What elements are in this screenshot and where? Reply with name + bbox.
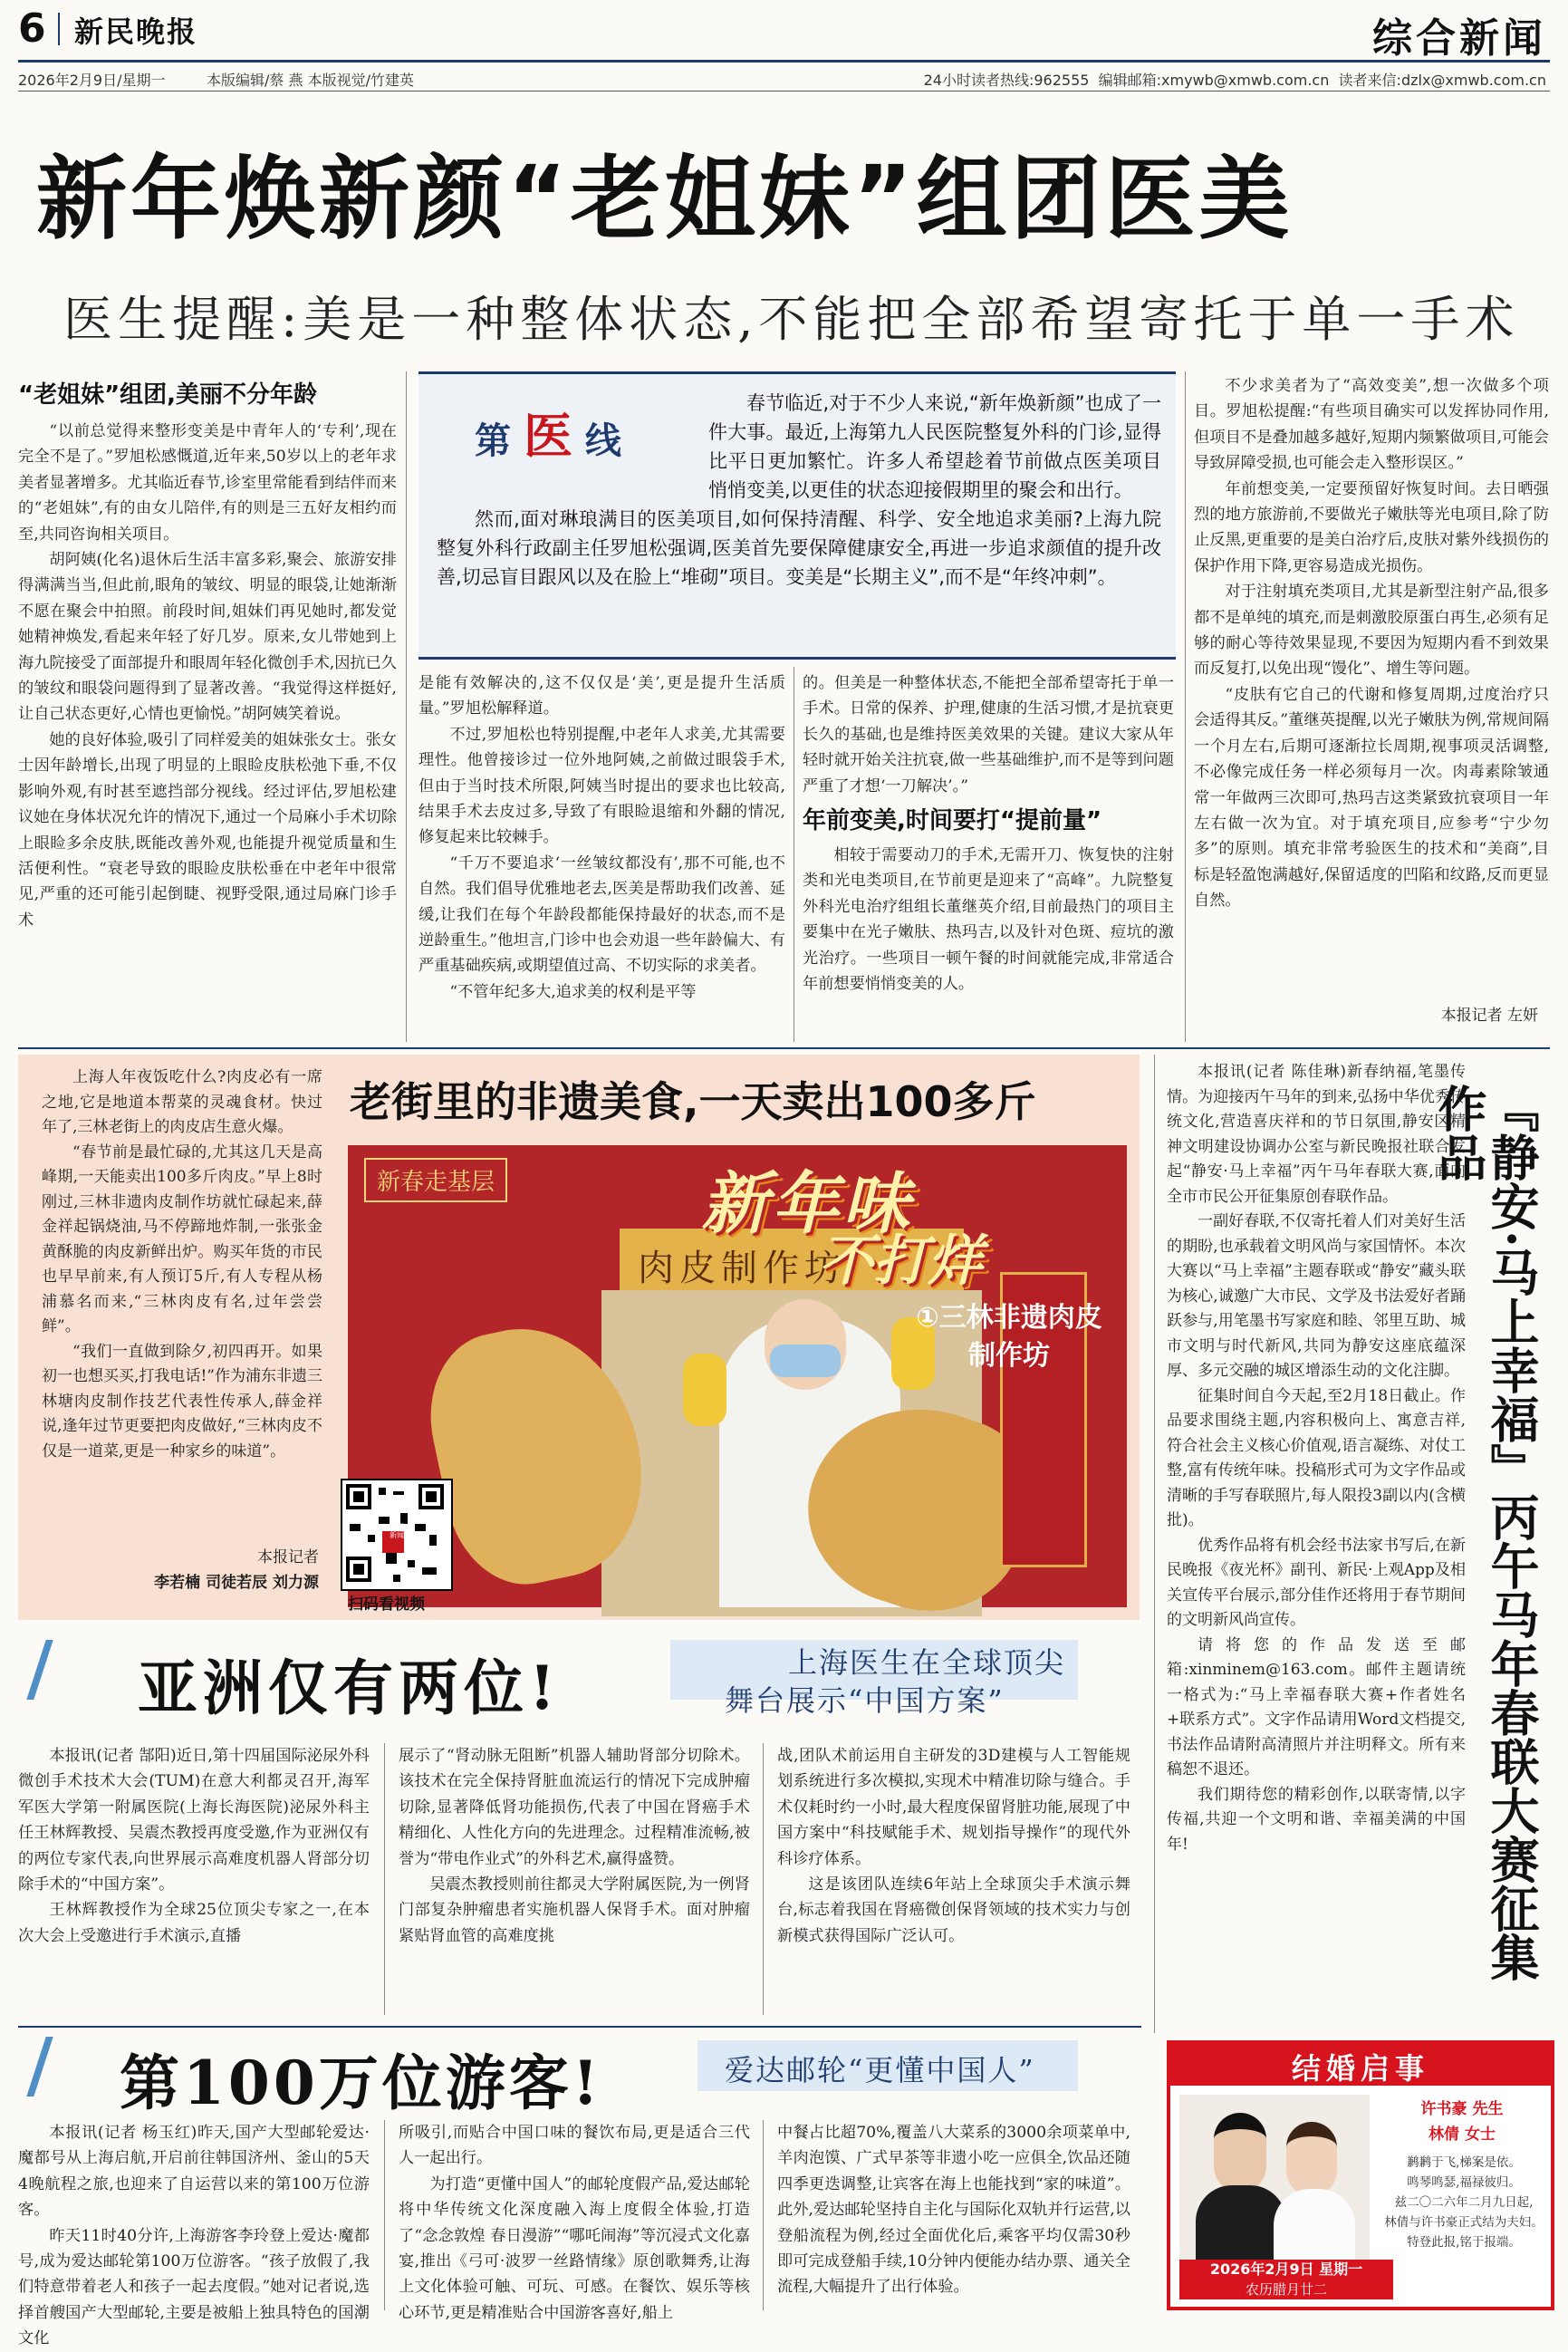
editors: 本版编辑/蔡 燕 本版视觉/竹建英 <box>207 72 414 89</box>
page-number: 6 <box>18 5 46 52</box>
groom-head <box>1214 2113 1266 2193</box>
caption-text: 三林非遗肉皮制作坊 <box>938 1302 1102 1372</box>
food-headline: 老街里的非遗美食,一天卖出100多斤 <box>350 1077 1036 1126</box>
groom-name: 许书豪 <box>1420 2100 1467 2118</box>
lead-column-2: 是能有效解决的,这不仅仅是‘美’,更是提升生活质量。”罗旭松解释道。 不过,罗旭松也特别提醒,中老年人求美,尤其需要理性。他曾接诊过一位外地阿姨,之前做过眼袋手术,但由于当时技术所限,阿姨当时提出的要求也比较高,结果手术去皮过多,导致了有眼睑退缩和外翻的情况,修复起来比较棘手。 “千万不要追求‘一丝皱纹都没有’,那不可能,也不自然。我们倡导优雅地老去,医美是帮助我们改善、延缓,让我们在每个年龄段都能保持最好的状态,而不是逆龄重生。”他坦言,门诊中也会劝退一些年龄偏大、有严重基础疾病,或期望值过高、不切实际的求美者。 “不管年纪多大,追求美的权利是平等 <box>418 674 785 1001</box>
lead-column-3b: 相较于需要动刀的手术,无需开刀、恢复快的注射类和光电类项目,在节前更是迎来了“高峰”。九院整复外科光电治疗组组长董继英介绍,目前最热门的项目主要集中在光子嫩肤、热玛吉,以及针对色斑、痘坑的激光治疗。一些项目一顿午餐的时间就能完成,非常适合年前想要悄悄变美的人。 <box>803 846 1174 994</box>
lead-subtitle-1: “老姐妹”组团,美丽不分年龄 <box>18 381 318 409</box>
masthead-rule <box>18 60 1550 63</box>
lead-subtitle-2: 年前变美,时间要打“提前量” <box>803 807 1102 834</box>
mask <box>770 1345 841 1377</box>
banner-title-2: 不打烊 <box>819 1229 982 1293</box>
reader-email[interactable]: 读者来信:dzlx@xmwb.com.cn <box>1338 72 1546 89</box>
intro-box <box>418 371 1176 660</box>
lead-column-1: “以前总觉得来整形变美是中青年人的‘专利’,现在完全不是了。”罗旭松感慨道,近年来,50岁以上的老年求美者显著增多。尤其临近春节,诊室里常能看到结伴而来的“老姐妹”,有的由女儿陪伴,有的则是三五好友相约而至,共同咨询相关项目。 胡阿姨(化名)退休后生活丰富多彩,聚会、旅游安排得满满当当,但此前,眼角的皱纹、明显的眼袋,让她渐渐不愿在聚会中拍照。前段时间,姐妹们再见她时,都发觉她精神焕发,看起来年轻了好几岁。原来,女儿带她到上海九院接受了面部提升和眼周年轻化微创手术,因抗已久的皱纹和眼袋问题得到了显著改善。“我觉得这样挺好,让自己状态更好,心情也更愉悦。”胡阿姨笑着说。 她的良好体验,吸引了同样爱美的姐妹张女士。张女士因年龄增长,出现了明显的上眼睑皮肤松弛下垂,不仅影响外观,有时甚至遮挡部分视线。经过评估,罗旭松建议她在身体状况允许的情况下,通过一个局麻小手术切除上眼睑多余皮肤,既能改善外观,也能提升视觉质量和生活便利性。“衰老导致的眼睑皮肤松垂在中老年中很常见,严重的还可能引起倒睫、视野受限,通过局麻门诊手术 <box>18 422 397 930</box>
logo-line: 线 <box>584 420 621 462</box>
asia-subhead-2: 舞台展示“中国方案” <box>725 1683 1005 1718</box>
lead-byline: 本报记者 左妍 <box>1440 1007 1538 1025</box>
couplet-column: 本报讯(记者 陈佳琳)新春纳福,笔墨传情。为迎接丙午马年的到来,弘扬中华优秀传统文化,营造喜庆祥和的节日氛围,静安区精神文明建设协调办公室与新民晚报社联合发起“静安·马上幸福”丙午马年春联大赛,面向全市市民公开征集原创春联作品。 一副好春联,不仅寄托着人们对美好生活的期盼,也承载着文明风尚与家国情怀。本次大赛以“马上幸福”主题春联或“静安”藏头联为核心,诚邀广大市民、文学及书法爱好者踊跃参与,用笔墨书写家庭和睦、邻里互助、城市文明与时代新风,共同为静安这座底蕴深厚、多元交融的城区增添生动的文化注脚。 征集时间自今天起,至2月18日截止。作品要求围绕主题,内容积极向上、寓意吉祥,符合社会主义核心价值观,语言凝练、对仗工整,富有传统年味。投稿形式可为文字作品或清晰的手写春联照片,每人限投3副以内(含横批)。 优秀作品将有机会经书法家书写后,在新民晚报《夜光杯》副刊、新民·上观App及相关宣传平台展示,部分佳作还将用于春节期间的文明新风尚宣传。 请将您的作品发送至邮箱:xinminem@163.com。邮件主题请统一格式为:“马上幸福春联大赛+作者姓名+联系方式”。文字作品请用Word文档提交,书法作品请附高清照片并注明释文。所有来稿恕不退还。 我们期待您的精彩创作,以联寄情,以字传福,共迎一个文明和谐、幸福美满的中国年! <box>1167 1063 1466 1854</box>
masthead-thin-rule <box>18 91 1550 92</box>
qr-label: 扫码看视频 <box>348 1595 425 1614</box>
paper-name: 新民晚报 <box>74 14 198 49</box>
cruise-column-1: 本报讯(记者 杨玉红)昨天,国产大型邮轮爱达·魔都号从上海启航,开启前往韩国济州、釜山的5天4晚航程之旅,也迎来了自运营以来的第100万位游客。 昨天11时40分许,上海游客李玲登上爱达·魔都号,成为爱达邮轮第100万位游客。“孩子放假了,我们特意带着老人和孩子一起去度假。”她对记者说,选择首艘国产大型邮轮,主要是被船上独具特色的国潮文化 <box>18 2124 370 2348</box>
col-divider <box>406 371 407 1042</box>
couple-names <box>1380 2097 1544 2147</box>
banner-caption <box>909 1299 1109 1375</box>
col-divider <box>763 2120 764 2310</box>
asia-column-2: 展示了“肾动脉无阻断”机器人辅助肾部分切除术。该技术在完全保持肾脏血流运行的情况下完成肿瘤切除,显著降低肾功能损伤,代表了中国在肾癌手术精细化、人性化方向的先进理念。过程精准流畅,被誉为“带电作业式”的外科艺术,赢得盛赞。 吴震杰教授则前往都灵大学附属医院,为一例肾门部复杂肿瘤患者实施机器人保肾手术。面对肿瘤紧贴肾血管的高难度挑 <box>399 1747 750 1945</box>
cruise-column-2: 所吸引,而贴合中国口味的餐饮布局,更是适合三代人一起出行。 为打造“更懂中国人”的邮轮度假产品,爱达邮轮将中华传统文化深度融入海上度假全体验,打造了“念念敦煌 春日漫游”“哪吒闹海”等沉浸式文化嘉宴,推出《弓可·波罗一丝路情缘》原创歌舞秀,让海上文化体验可触、可玩、可感。在餐饮、娱乐等核心环节,更是精准贴合中国游客喜好,船上 <box>399 2124 750 2322</box>
section-title: 综合新闻 <box>1372 15 1546 62</box>
bride-title: 女士 <box>1464 2125 1496 2144</box>
asia-column-3: 战,团队术前运用自主研发的3D建模与人工智能规划系统进行多次模拟,实现术中精准切除与缝合。手术仅耗时约一小时,最大程度保留肾脏功能,展现了中国方案中“科技赋能手术、规划指导操作”的现代外科诊疗体系。 这是该团队连续6年站上全球顶尖手术演示舞台,标志着我国在肾癌微创保肾领域的技术实力与创新模式获得国际广泛认可。 <box>777 1747 1130 1945</box>
hotline-text: 24小时读者热线:962555 <box>923 72 1090 89</box>
section-rule <box>18 2026 1141 2028</box>
masthead-divider <box>58 13 60 45</box>
qr-badge: 上海 新闻 <box>390 1522 404 1539</box>
asia-subhead-1: 上海医生在全球顶尖 <box>788 1645 1066 1680</box>
couplet-headline: 『静安·马上幸福』丙午马年春联大赛征集作品 <box>1430 1084 1541 1981</box>
cruise-subhead: 爱达邮轮“更懂中国人” <box>725 2053 1035 2087</box>
asia-column-1: 本报讯(记者 郜阳)近日,第十四届国际泌尿外科微创手术技术大会(TUM)在意大利都灵召开,海军军医大学第一附属医院(上海长海医院)泌尿外科主任王林辉教授、吴震杰教授再度受邀,作为亚洲仅有的两位专家代表,向世界展示高难度机器人肾部分切除手术的“中国方案”。 王林辉教授作为全球25位顶尖专家之一,在本次大会上受邀进行手术演示,直播 <box>18 1747 370 1945</box>
col-divider <box>763 1743 764 2015</box>
intro-text: 春节临近,对于不少人来说,“新年焕新颜”也成了一件大事。最近,上海第九人民医院整复外科的门诊,显得比平日更加繁忙。许多人希望趁着节前做点医美项目悄悄变美,以更佳的状态迎接假期里的聚会和出行。 然而,面对琳琅满目的医美项目,如何保持清醒、科学、安全地追求美丽?上海九院整复外科行政副主任罗旭松强调,医美首先要保障健康安全,再进一步追求颜值的提升改善,切忌盲目跟风以及在脸上“堆砌”项目。变美是“长期主义”,而不是“年终冲刺”。 <box>437 389 1161 592</box>
lead-column-3: 的。但美是一种整体状态,不能把全部希望寄托于单一手术。日常的保养、护理,健康的生活习惯,才是抗衰更长久的基础,也是维持医美效果的关键。建议大家从年轻时就开始关注抗衰,做一些基础维护,而不是等到问题严重了才想‘一刀解决’。” <box>803 674 1174 795</box>
hotline <box>924 69 1546 90</box>
food-column: 上海人年夜饭吃什么?肉皮必有一席之地,它是地道本帮菜的灵魂食材。快过年了,三林老街上的肉皮店生意火爆。 “春节前是最忙碌的,尤其这几天是高峰期,一天能卖出100多斤肉皮。”早上8时刚过,三林非遗肉皮制作坊就忙碌起来,薛金祥起锅烧油,马不停蹄地炸制,一张张金黄酥脆的肉皮新鲜出炉。购买年货的市民也早早前来,有人预订5斤,有人专程从杨浦慕名而来,“三林肉皮有名,过年尝尝鲜”。 “我们一直做到除夕,初四再开。如果初一也想买买,打我电话!”作为浦东非遗三林塘肉皮制作技艺代表性传承人,薛金祥说,逢年过节更要把肉皮做好,“三林肉皮不仅是一道菜,更是一种家乡的味道”。 <box>42 1068 322 1460</box>
wedding-notice <box>1167 2040 1554 2310</box>
lead-headline: 新年焕新颜“老姐妹”组团医美 <box>36 146 1294 252</box>
food-banner <box>348 1145 1127 1607</box>
editor-email[interactable]: 编辑邮箱:xmywb@xmwb.com.cn <box>1098 72 1330 89</box>
caption-number: ① <box>916 1302 939 1334</box>
glove-left <box>683 1354 726 1426</box>
groom-title: 先生 <box>1472 2100 1504 2118</box>
couple-photo <box>1179 2095 1370 2267</box>
logo-yi: 医 <box>523 408 572 465</box>
bride-name: 林倩 <box>1429 2125 1460 2144</box>
bride-head <box>1286 2122 1337 2196</box>
col-divider <box>1154 1055 1155 2033</box>
banner-tag-text: 新春走基层 <box>377 1169 495 1196</box>
cruise-bracket <box>26 2037 53 2097</box>
wedding-verse: 鹣鹣于飞,梯案是依。 鸣琴鸣瑟,福禄彼归。 兹二〇二六年二月九日起, 林倩与许书豪正式结为夫妇。 特登此报,铭于报端。 <box>1384 2155 1544 2250</box>
section-rule <box>18 1047 1550 1049</box>
asia-headline: 亚洲仅有两位! <box>138 1653 561 1723</box>
wedding-date: 2026年2月9日 星期一 <box>1209 2260 1363 2278</box>
food-byline-label: 本报记者 <box>257 1548 319 1566</box>
lead-column-4: 不少求美者为了“高效变美”,想一次做多个项目。罗旭松提醒:“有些项目确实可以发挥协同作用,但项目不是叠加越多越好,短期内频繁做项目,可能会导致屏障受损,也可能会走入整形误区。” 年前想变美,一定要预留好恢复时间。去日晒强烈的地方旅游前,不要做光子嫩肤等光电项目,除了防止反黑,更重要的是美白治疗后,皮肤对紫外线损伤的保护作用下降,更容易造成光损伤。 对于注射填充类项目,尤其是新型注射产品,很多都不是单纯的填充,而是刺激胶原蛋白再生,必须有足够的耐心等待效果显现,不要因为短期内看不到效果而反复打,以免出现“馒化”、增生等问题。 “皮肤有它自己的代谢和修复周期,过度治疗只会适得其反。”董继英提醒,以光子嫩肤为例,常规间隔一个月左右,后期可逐渐拉长周期,视事项灵活调整,不必像完成任务一样必须每月一次。肉毒素除皱通常一年做两三次即可,热玛吉这类紧致抗衰项目一年左右做一次为宜。对于填充项目,应参考“宁少勿多”的原则。填充非常考验医生的技术和“美商”,目标是轻盈饱满越好,保留适度的凹陷和纹路,反而更显自然。 <box>1194 377 1549 911</box>
issue-date: 2026年2月9日/星期一 <box>18 72 166 89</box>
logo-first: 第 <box>475 420 511 462</box>
cruise-headline: 第100万位游客! <box>120 2048 602 2118</box>
asia-bracket <box>26 1640 53 1700</box>
col-divider <box>384 1743 385 2015</box>
wedding-lunar: 农历腊月廿二 <box>1245 2281 1327 2298</box>
col-divider <box>1185 371 1186 1042</box>
lead-subhead: 医生提醒:美是一种整体状态,不能把全部希望寄托于单一手术 <box>63 291 1520 348</box>
banner-title: 新年味 <box>701 1165 913 1243</box>
col-divider <box>384 2120 385 2310</box>
cruise-column-3: 中餐占比超70%,覆盖八大菜系的3000余项菜单中,羊肉泡馍、广式早茶等非遗小吃一应俱全,饮品还随四季更迭调整,让宾客在海上也能找到“家的味道”。此外,爱达邮轮坚持自主化与国际化双轨并行运营,以登船流程为例,经过全面优化后,乘客平均仅需30秒即可完成登船手续,10分钟内便能办结办票、通关全流程,大幅提升了出行体验。 <box>777 2124 1130 2297</box>
shop-sign-text: 肉皮制作坊 <box>638 1248 846 1289</box>
logo-spacer <box>437 389 708 479</box>
food-byline-names: 李若楠 司徒若辰 刘力源 <box>154 1574 319 1592</box>
banner-tag <box>364 1158 507 1202</box>
wedding-title: 结婚启事 <box>1291 2051 1429 2086</box>
